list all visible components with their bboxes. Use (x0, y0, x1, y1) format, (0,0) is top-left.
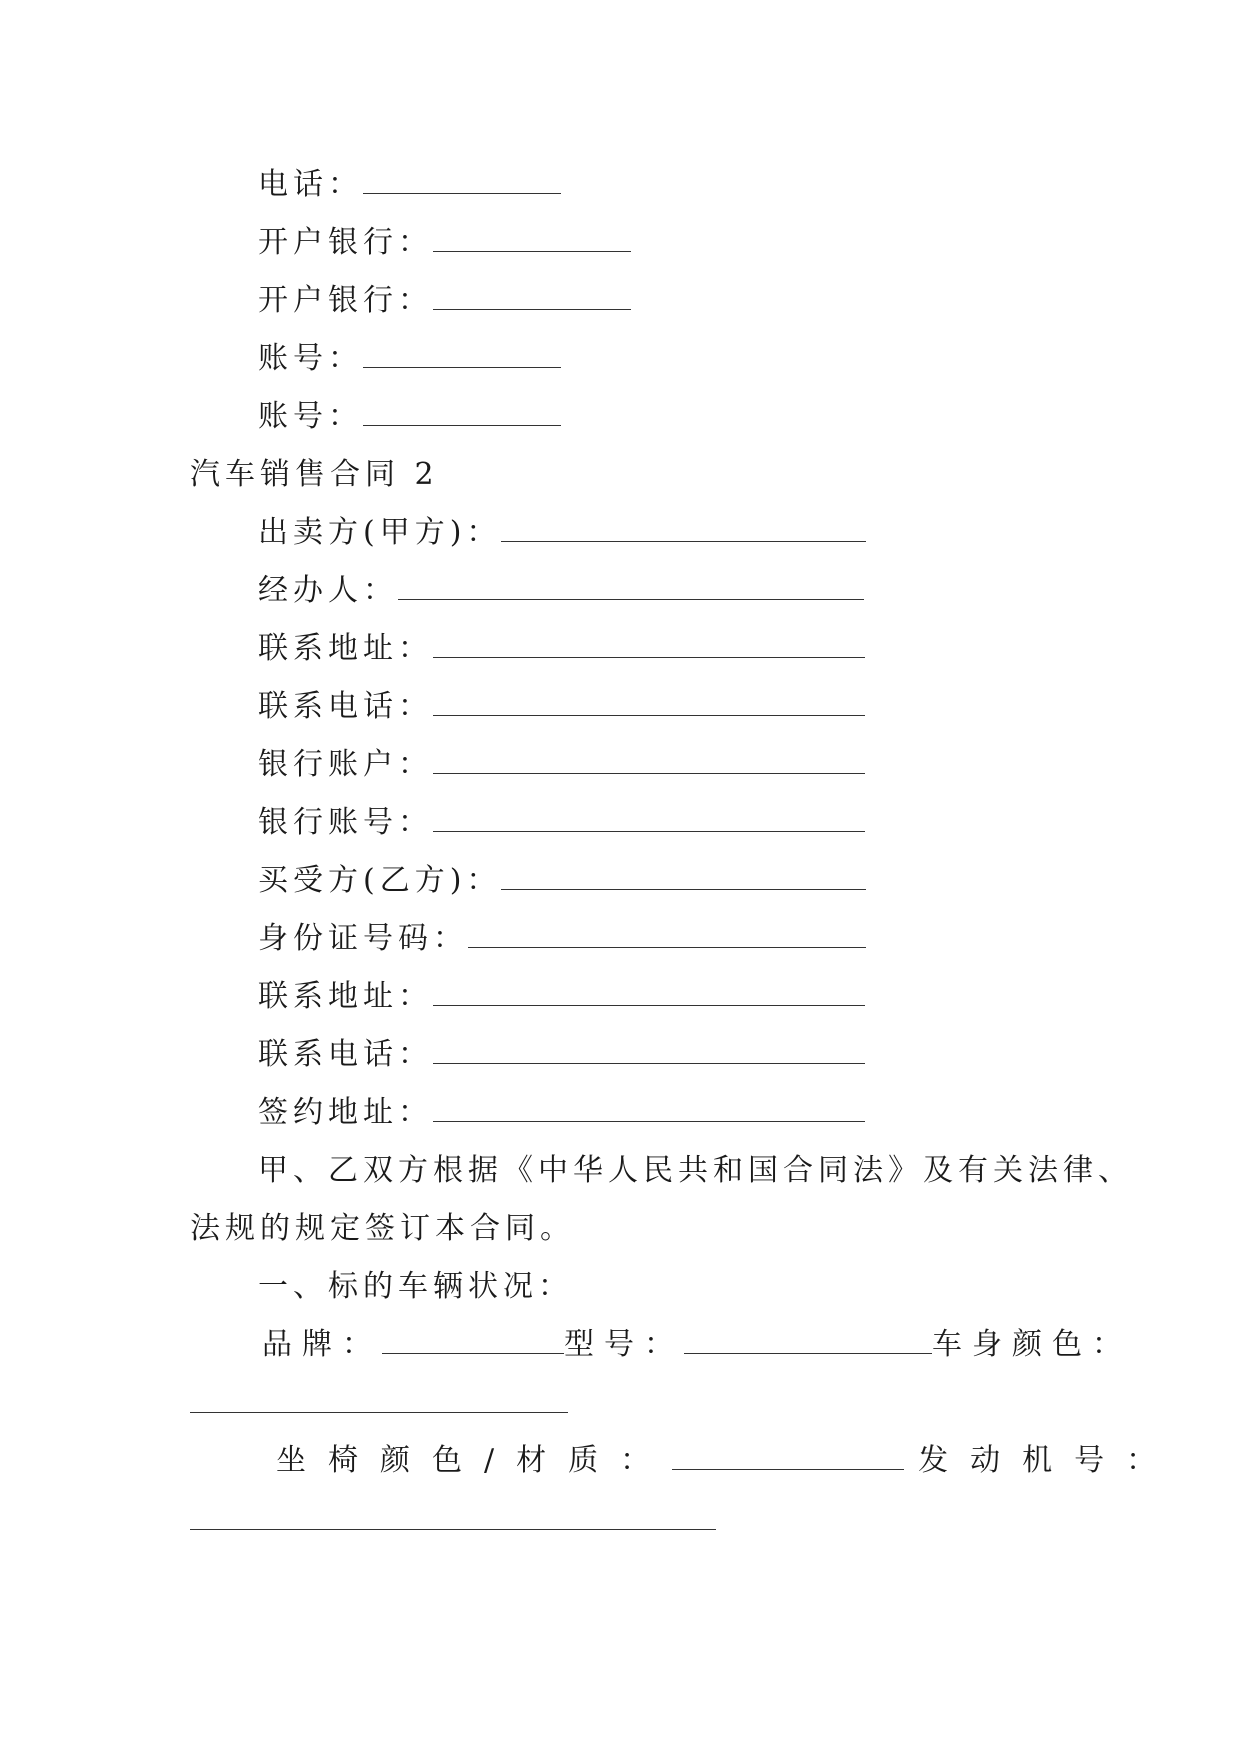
sign-address-label: 签约地址： (258, 1095, 433, 1130)
buyer-blank[interactable] (501, 865, 866, 890)
agent-blank[interactable] (398, 575, 864, 600)
account-label-2: 账号： (258, 399, 363, 434)
seat-label: 坐椅颜色/材质： (276, 1443, 673, 1478)
bank-line-1 (258, 221, 631, 265)
intro-paragraph-line2: 法规的规定签订本合同。 (190, 1211, 575, 1246)
bank-account-blank[interactable] (433, 749, 865, 774)
seller-line (258, 511, 866, 555)
id-number-line (258, 917, 866, 961)
seller-address-line (258, 627, 865, 671)
model-label: 型号： (564, 1327, 684, 1362)
body-color-blank[interactable] (190, 1412, 568, 1413)
vehicle-row-2 (276, 1439, 1178, 1483)
engine-label: 发动机号： (918, 1443, 1179, 1478)
seller-blank[interactable] (501, 517, 866, 542)
body-color-label: 车身颜色： (932, 1327, 1132, 1362)
bank-number-blank[interactable] (433, 807, 865, 832)
account-line-1 (258, 337, 561, 381)
seller-phone-blank[interactable] (433, 691, 865, 716)
id-number-blank[interactable] (468, 923, 866, 948)
bank-label-2: 开户银行： (258, 283, 433, 318)
seller-phone-line (258, 685, 865, 729)
brand-blank[interactable] (382, 1329, 564, 1354)
bank-blank-2[interactable] (433, 285, 631, 310)
account-label-1: 账号： (258, 341, 363, 376)
seller-phone-label: 联系电话： (258, 689, 433, 724)
phone-label: 电话： (258, 167, 363, 202)
intro-paragraph-line1: 甲、乙双方根据《中华人民共和国合同法》及有关法律、 (258, 1153, 1133, 1188)
buyer-address-label: 联系地址： (258, 979, 433, 1014)
sign-address-blank[interactable] (433, 1097, 865, 1122)
sign-address-line (258, 1091, 865, 1135)
account-line-2 (258, 395, 561, 439)
phone-line (258, 163, 561, 207)
seller-address-label: 联系地址： (258, 631, 433, 666)
id-number-label: 身份证号码： (258, 921, 468, 956)
buyer-phone-label: 联系电话： (258, 1037, 433, 1072)
account-blank-1[interactable] (363, 343, 561, 368)
brand-label: 品牌： (262, 1327, 382, 1362)
bank-number-line (258, 801, 865, 845)
agent-label: 经办人： (258, 573, 398, 608)
vehicle-row-1 (262, 1323, 1132, 1367)
phone-blank[interactable] (363, 169, 561, 194)
bank-account-label: 银行账户： (258, 747, 433, 782)
bank-blank-1[interactable] (433, 227, 631, 252)
model-blank[interactable] (684, 1329, 932, 1354)
section-title: 汽车销售合同 2 (190, 457, 439, 492)
engine-number-blank[interactable] (190, 1529, 716, 1530)
seller-label: 出卖方(甲方)： (258, 515, 502, 550)
bank-account-line (258, 743, 865, 787)
bank-line-2 (258, 279, 631, 323)
buyer-phone-line (258, 1033, 865, 1077)
buyer-line (258, 859, 866, 903)
bank-label-1: 开户银行： (258, 225, 433, 260)
agent-line (258, 569, 864, 613)
seat-blank[interactable] (672, 1445, 904, 1470)
buyer-phone-blank[interactable] (433, 1039, 865, 1064)
bank-number-label: 银行账号： (258, 805, 433, 840)
buyer-address-blank[interactable] (433, 981, 865, 1006)
clause-1-title: 一、标的车辆状况： (258, 1269, 573, 1304)
seller-address-blank[interactable] (433, 633, 865, 658)
buyer-address-line (258, 975, 865, 1019)
account-blank-2[interactable] (363, 401, 561, 426)
buyer-label: 买受方(乙方)： (258, 863, 502, 898)
